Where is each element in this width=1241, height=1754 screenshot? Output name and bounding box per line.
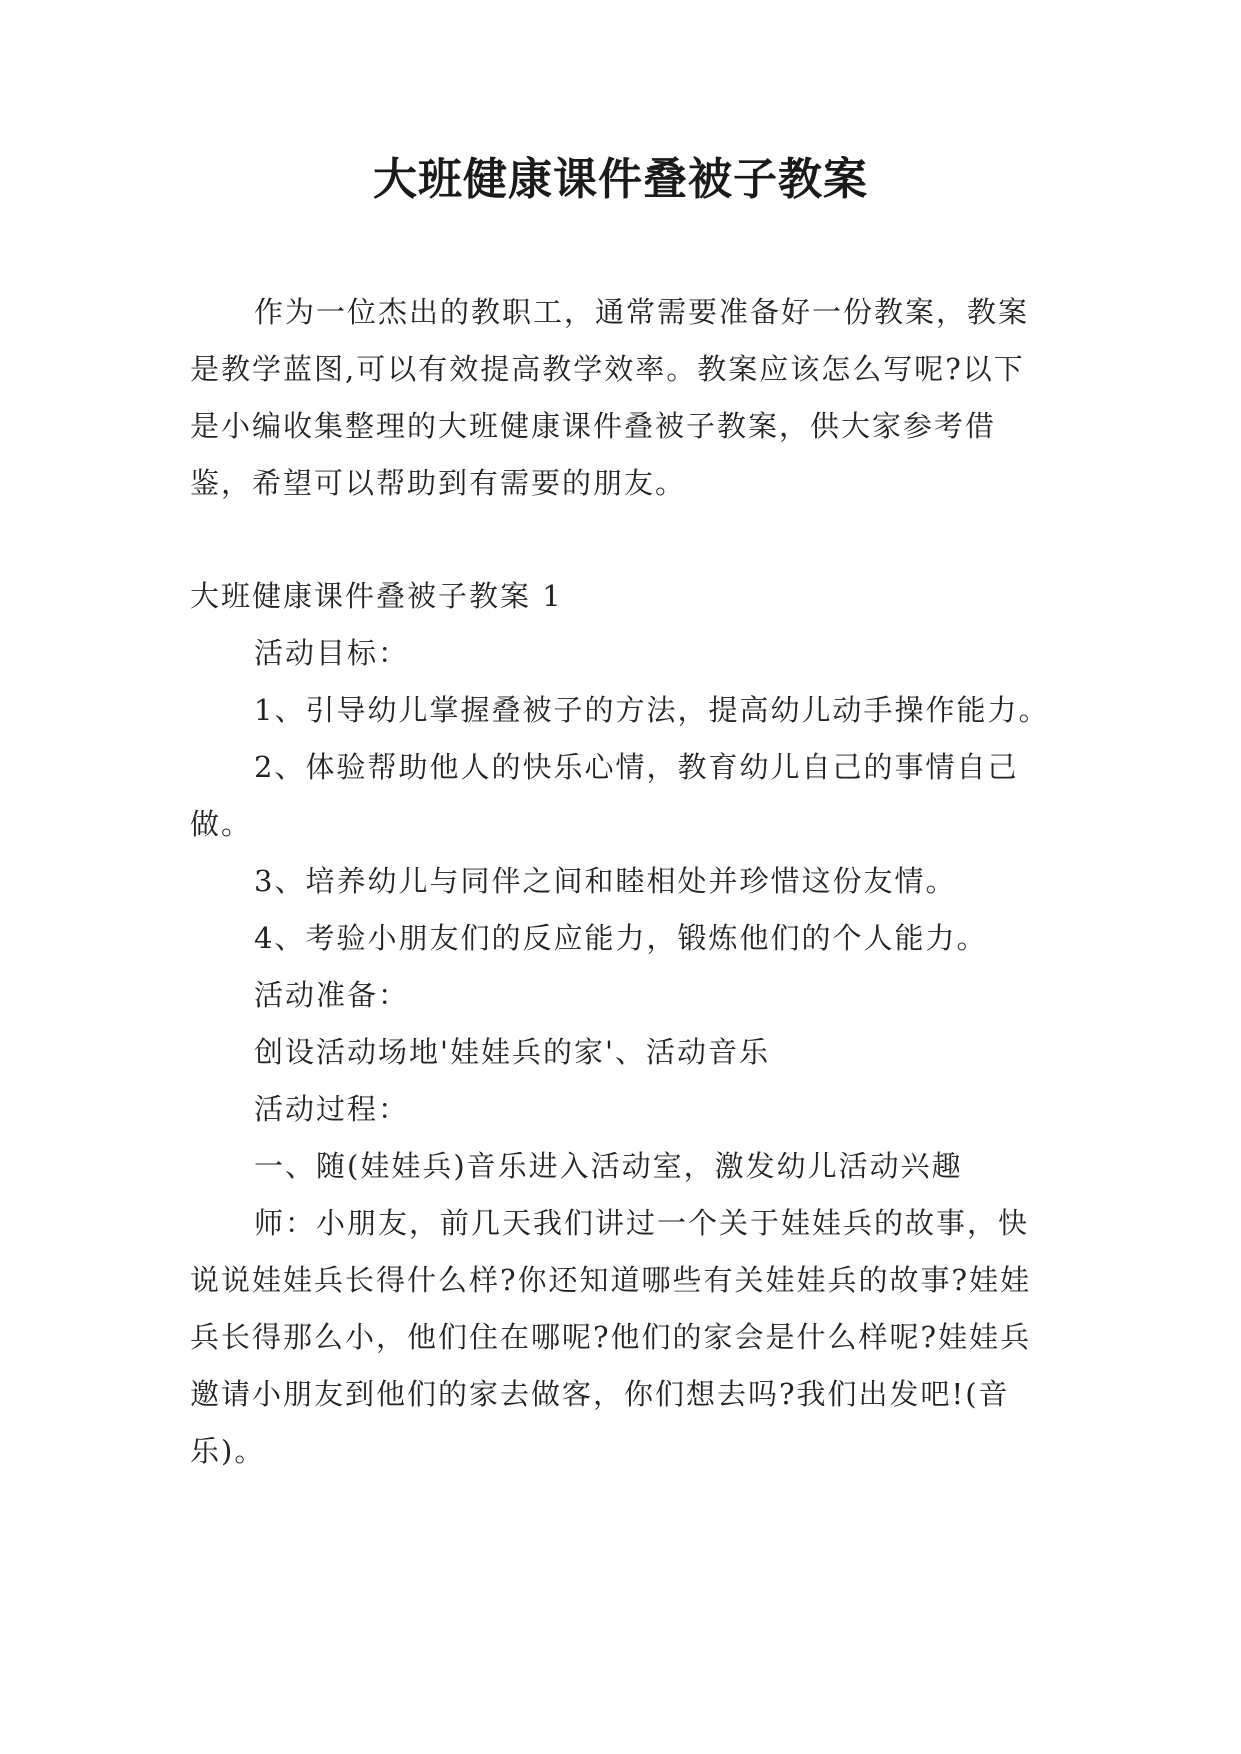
goal-item: 1、引导幼儿掌握叠被子的方法，提高幼儿动手操作能力。 [254, 693, 1050, 727]
goal-item: 4、考验小朋友们的反应能力，锻炼他们的个人能力。 [254, 921, 988, 955]
intro-paragraph: 作为一位杰出的教职工，通常需要准备好一份教案，教案是教学蓝图,可以有效提高教学效率。教案应该怎么写呢?以下是小编收集整理的大班健康课件叠被子教案，供大家参考借鉴，希望可以帮助到有需要的朋友。 [190, 295, 1030, 500]
step-heading: 一、随(娃娃兵)音乐进入活动室，激发幼儿活动兴趣 [254, 1149, 963, 1183]
step-paragraph: 师：小朋友，前几天我们讲过一个关于娃娃兵的故事，快说说娃娃兵长得什么样?你还知道哪些有关娃娃兵的故事?娃娃兵长得那么小，他们住在哪呢?他们的家会是什么样呢?娃娃兵邀请小朋友到他们的家去做客，你们想去吗?我们出发吧!(音乐)。 [190, 1206, 1032, 1468]
section-heading: 大班健康课件叠被子教案 1 [190, 579, 563, 613]
prep-heading: 活动准备： [254, 978, 410, 1012]
prep-text: 创设活动场地'娃娃兵的家'、活动音乐 [254, 1035, 770, 1069]
goals-heading: 活动目标： [254, 636, 410, 670]
document-title: 大班健康课件叠被子教案 [373, 154, 868, 205]
goal-item: 2、体验帮助他人的快乐心情，教育幼儿自己的事情自己做。 [190, 750, 1019, 841]
goal-item: 3、培养幼儿与同伴之间和睦相处并珍惜这份友情。 [254, 864, 957, 898]
process-heading: 活动过程： [254, 1092, 410, 1126]
document-body [190, 284, 1050, 1480]
